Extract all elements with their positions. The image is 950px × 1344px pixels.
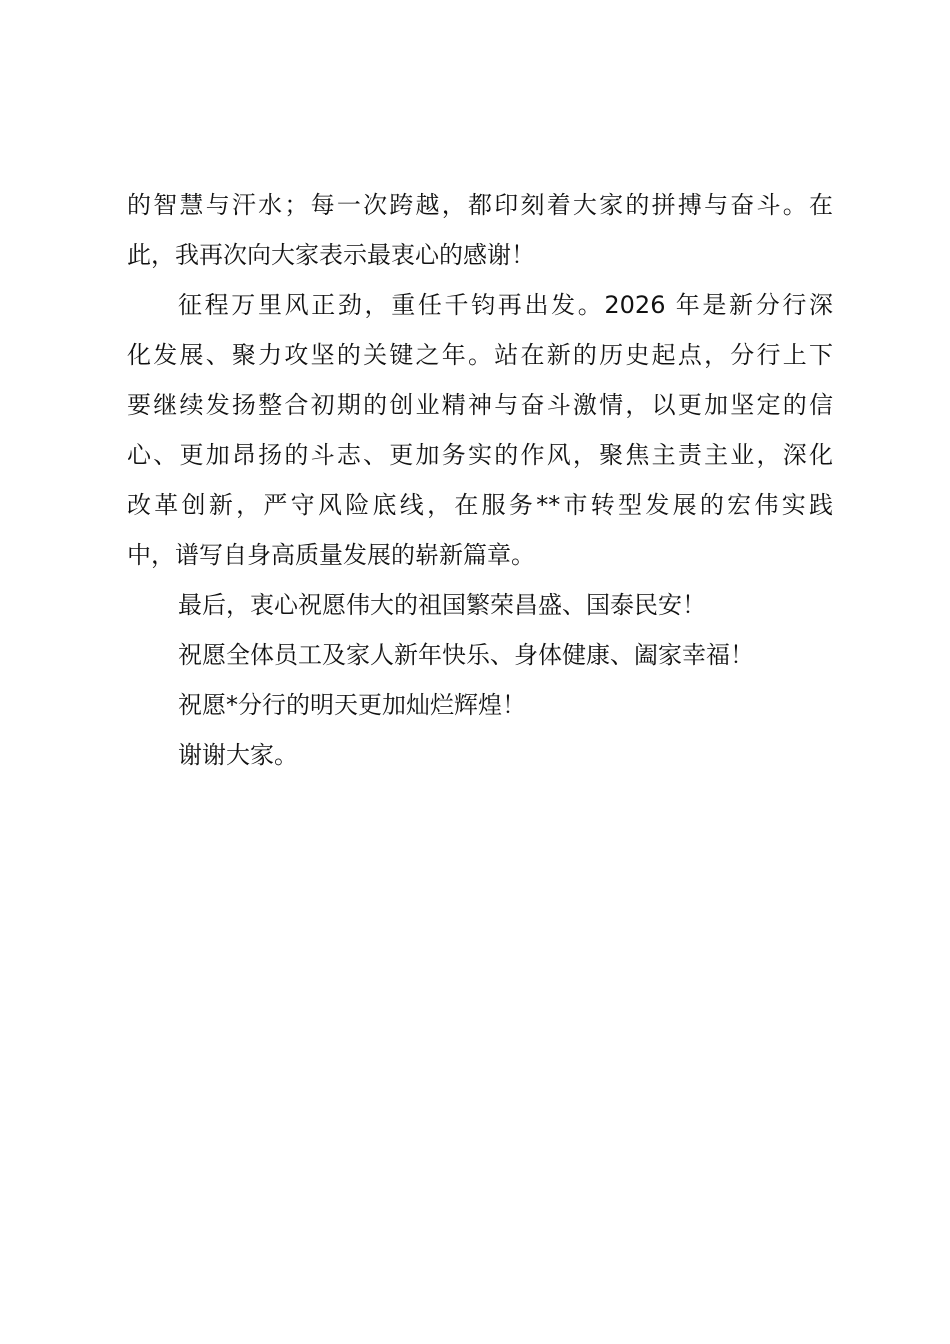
- body-line: 改革创新，严守风险底线，在服务**市转型发展的宏伟实践: [127, 491, 833, 519]
- thanks-line: 谢谢大家。: [178, 741, 298, 769]
- body-line: 化发展、聚力攻坚的关键之年。站在新的历史起点，分行上下: [127, 341, 833, 369]
- document-body: [127, 180, 833, 780]
- paragraph-start-line: 征程万里风正劲，重任千钧再出发。2026 年是新分行深: [178, 291, 833, 319]
- body-line: 的智慧与汗水；每一次跨越，都印刻着大家的拼搏与奋斗。在: [127, 191, 833, 219]
- closing-line: 祝愿全体员工及家人新年快乐、身体健康、阖家幸福！: [178, 641, 754, 669]
- body-line: 中，谱写自身高质量发展的崭新篇章。: [127, 541, 535, 569]
- body-line: 此，我再次向大家表示最衷心的感谢！: [127, 241, 535, 269]
- closing-line: 最后，衷心祝愿伟大的祖国繁荣昌盛、国泰民安！: [178, 591, 706, 619]
- body-line: 心、更加昂扬的斗志、更加务实的作风，聚焦主责主业，深化: [127, 441, 833, 469]
- closing-line: 祝愿*分行的明天更加灿烂辉煌！: [178, 691, 526, 719]
- body-line: 要继续发扬整合初期的创业精神与奋斗激情，以更加坚定的信: [127, 391, 833, 419]
